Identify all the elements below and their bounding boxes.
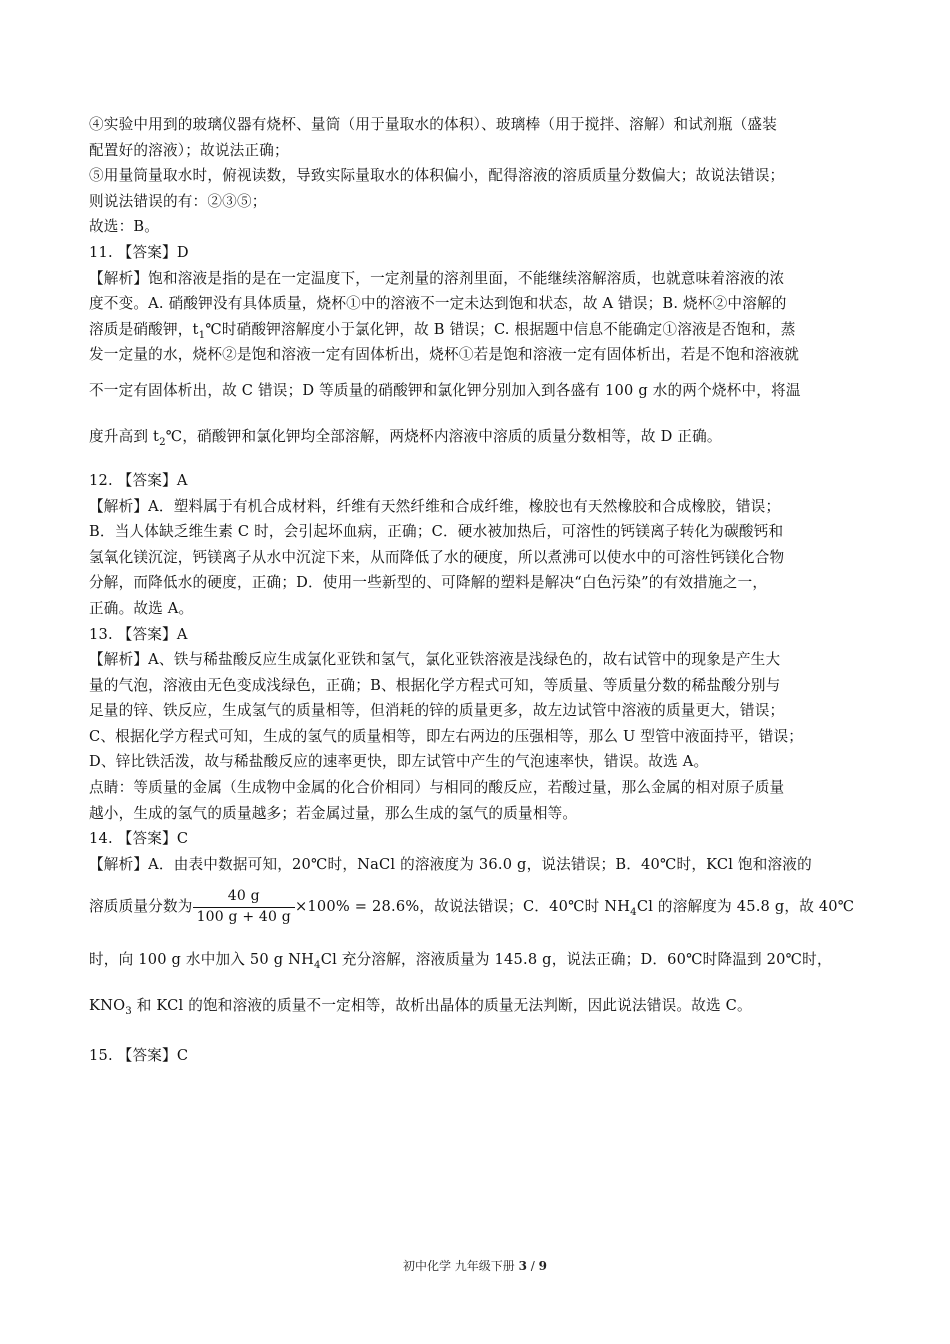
text-line: 点睛：等质量的金属（生成物中金属的化合价相同）与相同的酸反应，若酸过量，那么金属的相对原子质量: [89, 779, 785, 797]
text-line: ④实验中用到的玻璃仪器有烧杯、量筒（用于量取水的体积）、玻璃棒（用于搅拌、溶解）和试剂瓶（盛装: [89, 116, 778, 133]
fraction-denominator: 100 g + 40 g: [196, 908, 291, 925]
text-line: 足量的锌、铁反应，生成氢气的质量相等，但消耗的锌的质量更多，故左边试管中溶液的质量更大，错误；: [89, 702, 785, 720]
text-line: 【解析】A．由表中数据可知，20℃时，NaCl 的溶液度为 36.0 g，说法错误；B．40℃时，KCl 饱和溶液的: [89, 855, 812, 873]
text-span: 溶质是硝酸钾，t: [89, 320, 199, 338]
subscript: 1: [198, 329, 206, 341]
text-line: ⑤用量筒量取水时，俯视读数，导致实际量取水的体积偏小，配得溶液的溶质质量分数偏大；故说法错误；: [89, 167, 785, 185]
page-footer: [0, 1258, 950, 1274]
text-line: [89, 983, 867, 1029]
text-span: KNO: [89, 997, 126, 1015]
answer-heading-14: 14. 【答案】C: [89, 830, 189, 848]
text-line: [89, 317, 867, 343]
answer-heading-15: 15. 【答案】C: [89, 1047, 189, 1065]
page-number: 3: [518, 1259, 527, 1273]
document-body: [89, 112, 867, 1069]
text-line: 【解析】A、铁与稀盐酸反应生成氯化亚铁和氢气，氯化亚铁溶液是浅绿色的，故右试管中的现象是产生大: [89, 651, 781, 669]
text-line: C、根据化学方程式可知，生成的氢气的质量相等，即左右两边的压强相等，那么 U 型管中液面持平，错误；: [89, 727, 804, 745]
text-line: 分解，而降低水的硬度，正确；D．使用一些新型的、可降解的塑料是解决“白色污染”的有效措施之一，: [89, 574, 768, 592]
text-line: 正确。故选 A。: [89, 599, 194, 617]
text-span: ℃，硝酸钾和氯化钾均全部溶解，两烧杯内溶液中溶质的质量分数相等，故 D 正确。: [165, 427, 722, 445]
text-span: 时，向 100 g 水中加入 50 g NH: [89, 951, 314, 969]
text-line: 量的气泡，溶液由无色变成浅绿色，正确；B、根据化学方程式可知，等质量、等质量分数的稀盐酸分别与: [89, 676, 781, 694]
answer-heading-11: 11. 【答案】D: [89, 243, 189, 261]
subscript: 3: [125, 1006, 132, 1018]
text-line: 不一定有固体析出，故 C 错误；D 等质量的硝酸钾和氯化钾分别加入到各盛有 100 g 水的两个烧杯中，将温: [89, 381, 801, 399]
subscript: 4: [630, 907, 637, 919]
text-span: ℃时硝酸钾溶解度小于氯化钾，故 B 错误；C. 根据题中信息不能确定①溶液是否饱和，蒸: [205, 320, 796, 338]
subscript: 2: [159, 436, 166, 448]
footer-label: 初中化学 九年级下册: [402, 1259, 515, 1273]
answer-heading-12: 12. 【答案】A: [89, 471, 188, 489]
text-span: 度升高到 t: [89, 427, 160, 445]
text-line: 【解析】A．塑料属于有机合成材料，纤维有天然纤维和合成纤维，橡胶也有天然橡胶和合成橡胶，错误；: [89, 497, 781, 515]
fraction-numerator: 40 g: [193, 888, 295, 908]
text-line: D、锌比铁活泼，故与稀盐酸反应的速率更快，即左试管中产生的气泡速率快，错误。故选 A。: [89, 753, 709, 771]
text-span: 和 KCl 的饱和溶液的质量不一定相等，故析出晶体的质量无法判断，因此说法错误。故选 C。: [131, 997, 752, 1015]
text-line: B．当人体缺乏维生素 C 时，会引起坏血病，正确；C．硬水被加热后，可溶性的钙镁离子转化为碳酸钙和: [89, 523, 784, 541]
text-span: ×100% = 28.6%，故说法错误；C．40℃时 NH: [294, 898, 631, 916]
answer-heading-13: 13. 【答案】A: [89, 625, 188, 643]
text-line: [89, 937, 867, 983]
text-line: 越小，生成的氢气的质量越多；若金属过量，那么生成的氢气的质量相等。: [89, 804, 578, 822]
fraction: [193, 888, 295, 926]
text-span: 溶质质量分数为: [89, 898, 193, 916]
text-line: 度不变。A. 硝酸钾没有具体质量，烧杯①中的溶液不一定未达到饱和状态，故 A 错误；B. 烧杯②中溶解的: [89, 295, 787, 313]
page-separator: /: [530, 1259, 535, 1273]
text-line: 【解析】饱和溶液是指的是在一定温度下，一定剂量的溶剂里面，不能继续溶解溶质，也就意味着溶液的浓: [89, 269, 785, 287]
text-line: 配置好的溶液）；故说法正确；: [89, 141, 289, 159]
text-line: 故选：B。: [89, 218, 160, 236]
subscript: 4: [314, 960, 321, 972]
text-line: 发一定量的水，烧杯②是饱和溶液一定有固体析出，烧杯①若是饱和溶液一定有固体析出，若是不饱和溶液就: [89, 346, 800, 364]
text-line: [89, 414, 867, 460]
text-line: 氢氧化镁沉淀，钙镁离子从水中沉淀下来，从而降低了水的硬度，所以煮沸可以使水中的可溶性钙镁化合物: [89, 548, 785, 566]
text-line: [89, 877, 867, 937]
text-span: Cl 的溶解度为 45.8 g，故 40℃: [636, 898, 855, 916]
text-span: Cl 充分溶解，溶液质量为 145.8 g，说法正确；D．60℃时降温到 20℃时，: [320, 951, 832, 969]
text-line: 则说法错误的有：②③⑤；: [89, 192, 267, 210]
page-total: 9: [538, 1259, 548, 1273]
